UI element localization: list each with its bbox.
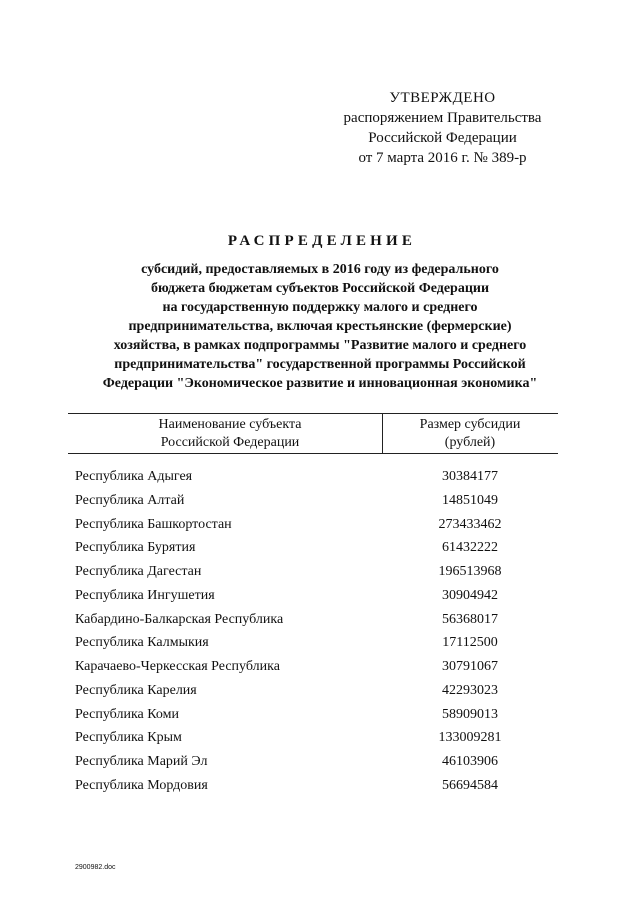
approval-block bbox=[330, 88, 555, 168]
column-header-amount bbox=[385, 416, 555, 452]
subsidy-amount: 30791067 bbox=[442, 659, 498, 674]
subtitle-line: субсидий, предоставляемых в 2016 году из федерального bbox=[141, 262, 499, 277]
approval-line-1: распоряжением Правительства bbox=[343, 110, 542, 126]
approval-heading: УТВЕРЖДЕНО bbox=[389, 90, 496, 106]
region-name: Республика Калмыкия bbox=[75, 635, 209, 651]
table-row bbox=[75, 750, 555, 774]
region-name: Республика Дагестан bbox=[75, 564, 202, 579]
column-header-amount-line-1: Размер субсидии bbox=[419, 417, 521, 432]
subtitle-line: предпринимательства" государственной программы Российской bbox=[114, 357, 526, 372]
subtitle-line: предпринимательства, включая крестьянские (фермерские) bbox=[128, 319, 512, 334]
table-top-rule bbox=[68, 413, 558, 414]
table-row bbox=[75, 726, 555, 750]
region-name: Кабардино-Балкарская Республика bbox=[75, 611, 284, 627]
document-subtitle bbox=[60, 260, 580, 393]
approval-line-2: Российской Федерации bbox=[368, 130, 517, 146]
region-name: Республика Марий Эл bbox=[75, 754, 208, 769]
region-name: Республика Ингушетия bbox=[75, 587, 215, 603]
region-name: Республика Коми bbox=[75, 706, 179, 722]
subtitle-line: хозяйства, в рамках подпрограммы "Развитие малого и среднего bbox=[113, 338, 527, 353]
table-row bbox=[75, 631, 555, 655]
table-row bbox=[75, 655, 555, 679]
table-row bbox=[75, 679, 555, 703]
subsidy-amount: 56694584 bbox=[442, 777, 498, 793]
subsidy-amount: 196513968 bbox=[438, 564, 502, 579]
document-code: 2900982.doc bbox=[75, 864, 116, 871]
subsidy-amount: 46103906 bbox=[442, 754, 498, 769]
subsidy-amount: 14851049 bbox=[442, 492, 498, 508]
subsidy-amount: 30384177 bbox=[442, 469, 498, 484]
region-name: Республика Карелия bbox=[75, 682, 197, 698]
column-header-amount-line-2: (рублей) bbox=[444, 435, 496, 450]
region-name: Республика Мордовия bbox=[75, 777, 208, 793]
subsidy-amount: 17112500 bbox=[442, 635, 498, 651]
table-row bbox=[75, 489, 555, 513]
subsidy-amount: 30904942 bbox=[442, 587, 498, 603]
subsidy-amount: 42293023 bbox=[442, 682, 498, 698]
table-row bbox=[75, 608, 555, 632]
approval-line-3: от 7 марта 2016 г. № 389-р bbox=[358, 150, 527, 166]
table-column-divider bbox=[382, 413, 383, 453]
subtitle-line: Федерации "Экономическое развитие и инновационная экономика" bbox=[102, 376, 538, 391]
column-header-name-line-2: Российской Федерации bbox=[160, 435, 300, 450]
column-header-name-line-1: Наименование субъекта bbox=[158, 417, 302, 432]
region-name: Республика Адыгея bbox=[75, 469, 193, 484]
table-body bbox=[75, 465, 555, 798]
table-row bbox=[75, 465, 555, 489]
region-name: Республика Крым bbox=[75, 730, 182, 746]
subsidy-amount: 273433462 bbox=[438, 516, 502, 532]
table-row bbox=[75, 584, 555, 608]
table-row bbox=[75, 774, 555, 798]
subsidy-amount: 58909013 bbox=[442, 706, 498, 722]
table-row bbox=[75, 536, 555, 560]
region-name: Республика Бурятия bbox=[75, 540, 196, 556]
table-row bbox=[75, 513, 555, 537]
region-name: Республика Башкортостан bbox=[75, 516, 232, 532]
column-header-name bbox=[90, 416, 370, 452]
table-header-rule bbox=[68, 453, 558, 454]
table-row bbox=[75, 703, 555, 727]
region-name: Республика Алтай bbox=[75, 492, 185, 508]
subsidy-amount: 61432222 bbox=[442, 540, 498, 556]
table-row bbox=[75, 560, 555, 584]
subsidy-amount: 133009281 bbox=[438, 730, 502, 746]
subtitle-line: бюджета бюджетам субъектов Российской Федерации bbox=[150, 281, 490, 296]
document-title: РАСПРЕДЕЛЕНИЕ bbox=[227, 233, 417, 249]
subtitle-line: на государственную поддержку малого и среднего bbox=[162, 300, 478, 315]
region-name: Карачаево-Черкесская Республика bbox=[75, 659, 280, 674]
subsidy-amount: 56368017 bbox=[442, 611, 498, 627]
